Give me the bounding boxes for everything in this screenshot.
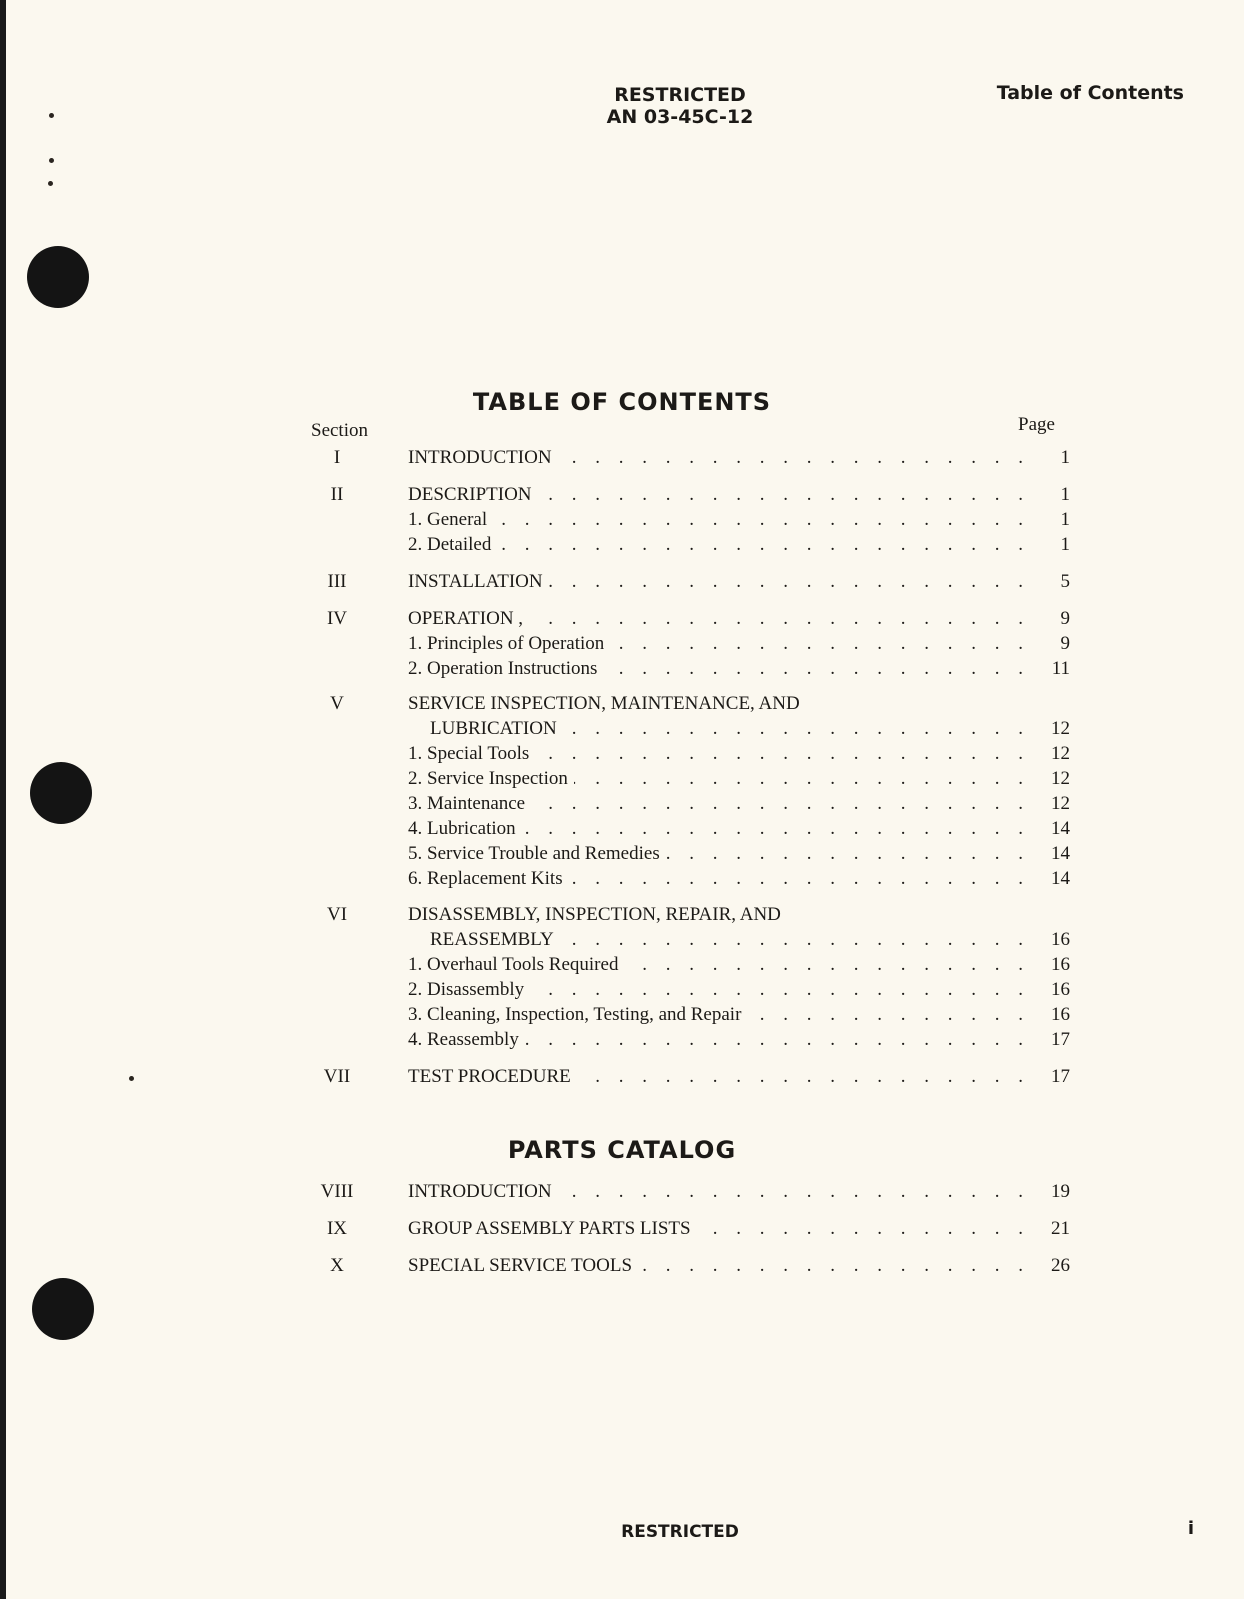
binder-hole (30, 762, 92, 824)
page-ref: 14 (1051, 868, 1070, 889)
page-ref: 16 (1051, 1004, 1070, 1025)
scan-edge (0, 0, 6, 1599)
page-ref: 9 (1060, 633, 1070, 654)
entry-title: 2. Disassembly (408, 979, 530, 1000)
toc-title: TABLE OF CONTENTS (472, 388, 772, 416)
page-ref: 5 (1060, 571, 1070, 592)
entry-title-with-leader (408, 1065, 1030, 1089)
page-ref: 9 (1060, 608, 1070, 629)
entry-title-with-leader (408, 1028, 1030, 1052)
entry-title-with-leader (430, 928, 1030, 952)
entry-title-with-leader (408, 692, 1030, 716)
section-column-label: Section (311, 420, 368, 441)
section-number: VII (323, 1066, 351, 1087)
page-mark (48, 181, 53, 186)
entry-title: 3. Cleaning, Inspection, Testing, and Repair (408, 1004, 747, 1025)
section-number: V (330, 693, 344, 714)
page-ref: 21 (1051, 1218, 1070, 1239)
page-number: i (1187, 1518, 1194, 1539)
toc-entry[interactable] (300, 1217, 1070, 1241)
page-mark (49, 158, 54, 163)
toc-entry[interactable] (300, 792, 1070, 816)
entry-title: DESCRIPTION (408, 484, 538, 505)
section-number: III (327, 571, 347, 592)
page-ref: 1 (1060, 509, 1070, 530)
entry-title-with-leader (408, 657, 1030, 681)
entry-title: 5. Service Trouble and Remedies (408, 843, 666, 864)
toc-entry[interactable] (300, 817, 1070, 841)
page-ref: 26 (1051, 1255, 1070, 1276)
entry-title-with-leader (408, 632, 1030, 656)
page-ref: 16 (1051, 954, 1070, 975)
page-column-label: Page (1018, 414, 1055, 435)
entry-title-with-leader (430, 717, 1030, 741)
entry-title: OPERATION , (408, 608, 529, 629)
section-number: VI (326, 904, 348, 925)
toc-entry[interactable] (300, 953, 1070, 977)
entry-title-with-leader (408, 508, 1030, 532)
page-ref: 12 (1051, 743, 1070, 764)
entry-title-with-leader (408, 570, 1030, 594)
entry-title-with-leader (408, 978, 1030, 1002)
entry-title-with-leader (408, 1217, 1030, 1241)
toc-entry[interactable] (300, 657, 1070, 681)
entry-title: 2. Detailed (408, 534, 497, 555)
entry-title: 3. Maintenance (408, 793, 531, 814)
entry-title-with-leader (408, 792, 1030, 816)
entry-title-with-leader (408, 607, 1030, 631)
footer-classification: RESTRICTED (621, 1522, 739, 1542)
entry-title: 1. Special Tools (408, 743, 535, 764)
section-number: II (330, 484, 344, 505)
binder-hole (32, 1278, 94, 1340)
page-ref: 17 (1051, 1029, 1070, 1050)
toc-entry[interactable] (300, 446, 1070, 470)
page-ref: 1 (1060, 447, 1070, 468)
toc-entry[interactable] (300, 1180, 1070, 1204)
page-ref: 19 (1051, 1181, 1070, 1202)
toc-entry[interactable] (300, 1003, 1070, 1027)
page-ref: 12 (1051, 793, 1070, 814)
page-ref: 12 (1051, 768, 1070, 789)
entry-title-with-leader (408, 446, 1030, 470)
toc-entry[interactable] (300, 928, 1070, 952)
toc-entry[interactable] (300, 867, 1070, 891)
parts-catalog-title: PARTS CATALOG (507, 1136, 737, 1164)
toc-entry[interactable] (300, 508, 1070, 532)
page-ref: 17 (1051, 1066, 1070, 1087)
entry-title: 1. General (408, 509, 493, 530)
entry-title: INSTALLATION (408, 571, 549, 592)
entry-title: LUBRICATION (430, 718, 563, 739)
entry-title: INTRODUCTION (408, 447, 558, 468)
entry-title-with-leader (408, 867, 1030, 891)
entry-title-with-leader (408, 1180, 1030, 1204)
entry-title: INTRODUCTION (408, 1181, 558, 1202)
section-number: IX (326, 1218, 348, 1239)
entry-title: 4. Reassembly (408, 1029, 525, 1050)
entry-title: 1. Principles of Operation (408, 633, 610, 654)
entry-title: 1. Overhaul Tools Required (408, 954, 624, 975)
entry-title-with-leader (408, 767, 1030, 791)
toc-entry[interactable] (300, 1065, 1070, 1089)
entry-title-with-leader (408, 817, 1030, 841)
document-number: AN 03-45C-12 (606, 106, 754, 128)
entry-title: 2. Operation Instructions (408, 658, 603, 679)
entry-title-with-leader (408, 842, 1030, 866)
toc-entry[interactable] (300, 533, 1070, 557)
entry-title: GROUP ASSEMBLY PARTS LISTS (408, 1218, 697, 1239)
toc-entry[interactable] (300, 842, 1070, 866)
page-ref: 14 (1051, 818, 1070, 839)
page-ref: 16 (1051, 929, 1070, 950)
entry-title: 6. Replacement Kits (408, 868, 569, 889)
page-mark (49, 113, 54, 118)
page-ref: 1 (1060, 484, 1070, 505)
toc-entry[interactable] (300, 767, 1070, 791)
toc-entry[interactable] (300, 903, 1070, 927)
toc-entry[interactable] (300, 570, 1070, 594)
toc-entry[interactable] (300, 978, 1070, 1002)
entry-title: SERVICE INSPECTION, MAINTENANCE, AND (408, 693, 806, 714)
section-number: VIII (320, 1181, 354, 1202)
entry-title-with-leader (408, 1254, 1030, 1278)
entry-title: 4. Lubrication (408, 818, 522, 839)
section-number: X (330, 1255, 344, 1276)
page-ref: 12 (1051, 718, 1070, 739)
entry-title: REASSEMBLY (430, 929, 560, 950)
entry-title-with-leader (408, 1003, 1030, 1027)
page-ref: 14 (1051, 843, 1070, 864)
page-ref: 16 (1051, 979, 1070, 1000)
toc-entry[interactable] (300, 1254, 1070, 1278)
entry-title: 2. Service Inspection (408, 768, 574, 789)
entry-title-with-leader (408, 953, 1030, 977)
binder-hole (27, 246, 89, 308)
toc-entry[interactable] (300, 607, 1070, 631)
classification-label: RESTRICTED (614, 84, 746, 106)
page-ref: 11 (1051, 658, 1070, 679)
entry-title-with-leader (408, 533, 1030, 557)
entry-title-with-leader (408, 483, 1030, 507)
toc-entry[interactable] (300, 692, 1070, 716)
entry-title-with-leader (408, 742, 1030, 766)
toc-entry[interactable] (300, 1028, 1070, 1052)
entry-title: SPECIAL SERVICE TOOLS (408, 1255, 638, 1276)
entry-title-with-leader (408, 903, 1030, 927)
header-block (560, 84, 800, 128)
page-mark (129, 1076, 134, 1081)
toc-entry[interactable] (300, 632, 1070, 656)
toc-entry[interactable] (300, 742, 1070, 766)
toc-entry[interactable] (300, 483, 1070, 507)
running-head: Table of Contents (996, 82, 1184, 104)
toc-entry[interactable] (300, 717, 1070, 741)
entry-title: DISASSEMBLY, INSPECTION, REPAIR, AND (408, 904, 787, 925)
section-number: I (333, 447, 341, 468)
section-number: IV (326, 608, 348, 629)
entry-title: TEST PROCEDURE (408, 1066, 577, 1087)
page-ref: 1 (1060, 534, 1070, 555)
